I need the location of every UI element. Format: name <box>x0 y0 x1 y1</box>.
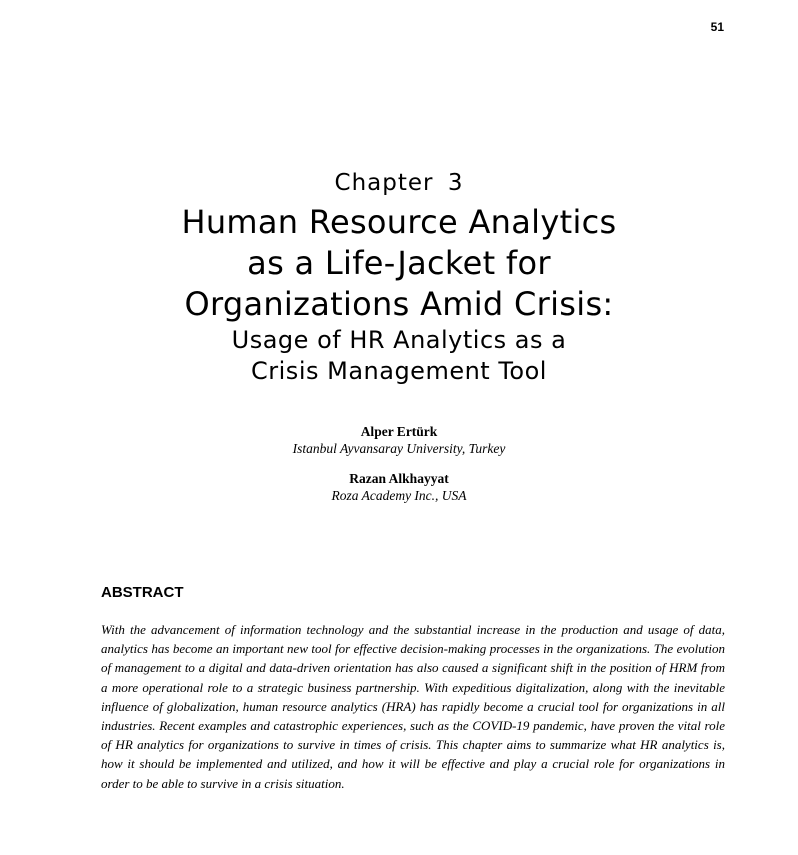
chapter-subtitle-line: Crisis Management Tool <box>251 357 547 385</box>
author-name: Alper Ertürk <box>360 424 438 439</box>
author-list <box>0 424 798 518</box>
chapter-subtitle-line: Usage of HR Analytics as a <box>231 326 567 354</box>
chapter-title-line: Organizations Amid Crisis: <box>184 285 614 323</box>
abstract-heading: ABSTRACT <box>101 584 184 601</box>
author-name: Razan Alkhayyat <box>349 471 449 486</box>
page-number: 51 <box>710 20 724 34</box>
author-affiliation: Roza Academy Inc., USA <box>331 488 467 503</box>
author-affiliation: Istanbul Ayvansaray University, Turkey <box>292 441 506 456</box>
chapter-title-line: Human Resource Analytics <box>181 203 617 241</box>
chapter-title <box>0 202 798 325</box>
chapter-title-block <box>0 166 798 387</box>
chapter-label: Chapter 3 <box>334 170 464 196</box>
chapter-subtitle <box>0 325 798 387</box>
abstract-body: With the advancement of information technology and the substantial increase in the production and usage of data, analytics has become an important new tool for effective decision-making processes in the organizations. The evolution of management to a digital and data-driven orientation has also caused a significant shift in the position of HRM from a more operational role to a strategic business partnership. With expeditious digitalization, along with the inevitable influence of globalization, human resource analytics (HRA) has rapidly become a crucial tool for organizations in all industries. Recent examples and catastrophic experiences, such as the COVID-19 pandemic, have proven the vital role of HR analytics for organizations to survive in times of crisis. This chapter aims to summarize what HR analytics is, how it should be implemented and utilized, and how it will be effective and play a crucial role for organizations in order to be able to survive in a crisis situation. <box>101 622 725 791</box>
chapter-title-line: as a Life-Jacket for <box>247 244 551 282</box>
